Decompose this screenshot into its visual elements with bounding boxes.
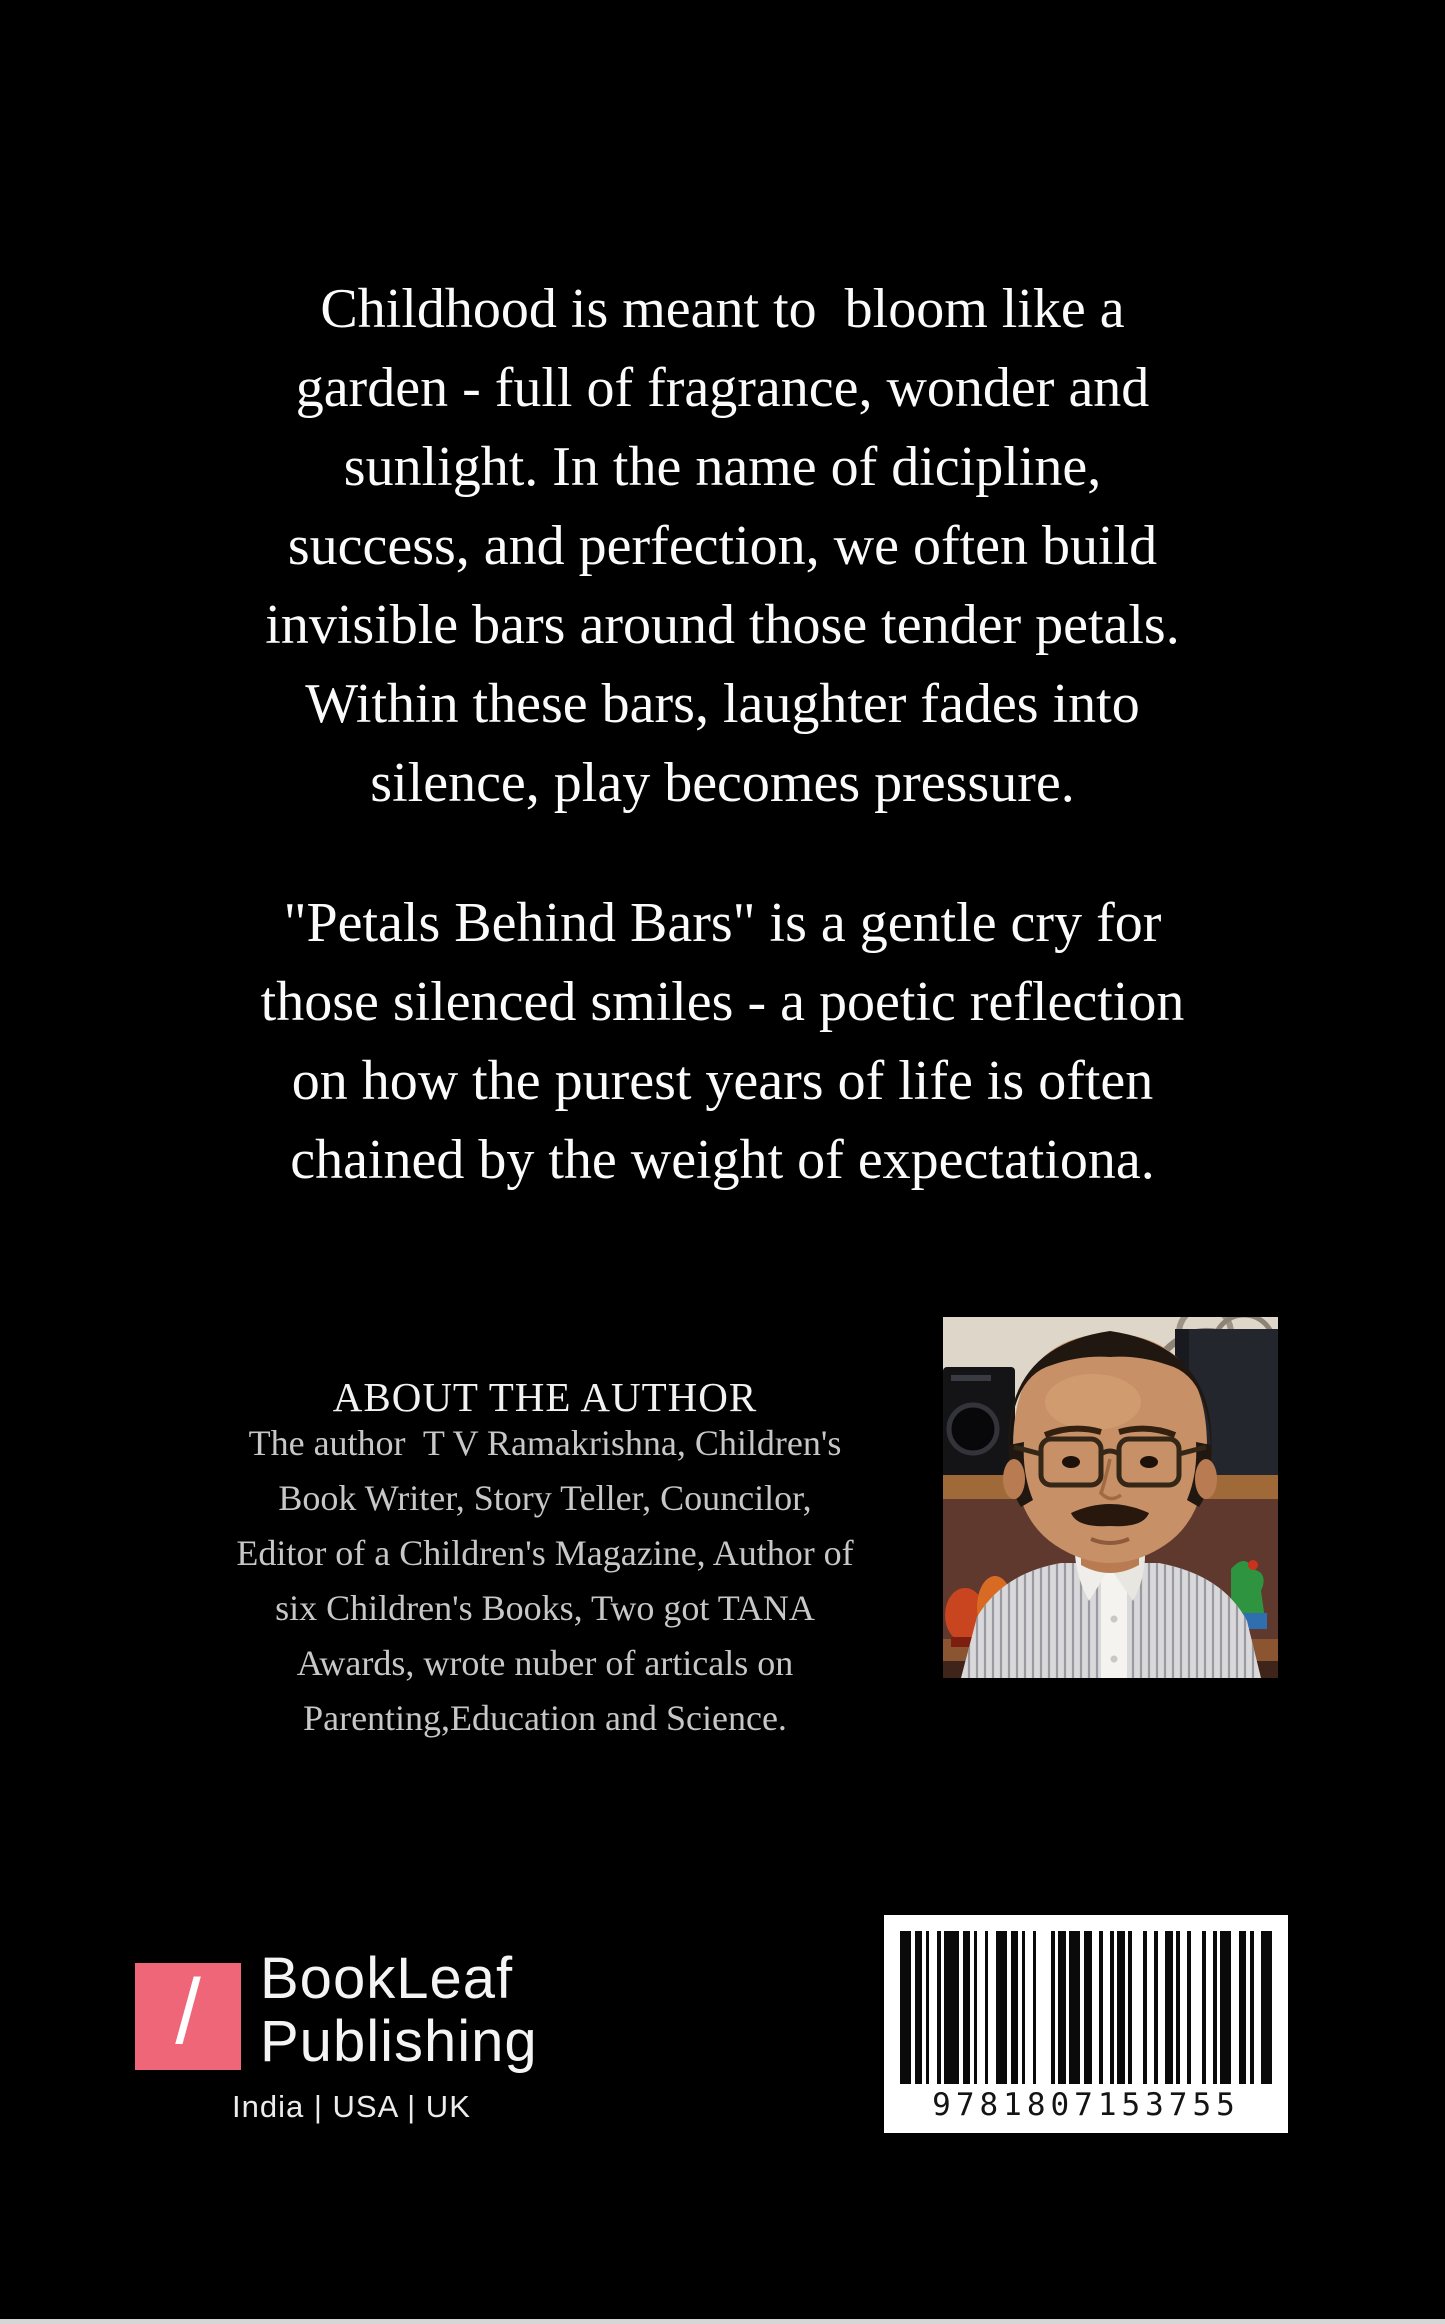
about-line: six Children's Books, Two got TANA <box>275 1588 815 1628</box>
publisher-name-line2: Publishing <box>260 2009 538 2074</box>
barcode <box>884 1915 1288 2133</box>
blurb-line: sunlight. In the name of dicipline, <box>343 436 1102 498</box>
blurb-paragraph-2 <box>0 884 1445 1200</box>
author-photo <box>943 1317 1278 1678</box>
blurb-paragraph-1 <box>0 270 1445 823</box>
blurb-line: garden - full of fragrance, wonder and <box>295 357 1150 419</box>
publisher-name-line1: BookLeaf <box>260 1946 514 2011</box>
about-the-author-heading: ABOUT THE AUTHOR <box>332 1374 758 1420</box>
logo-slash-icon: / <box>175 1961 201 2063</box>
about-the-author-text <box>140 1416 950 1746</box>
isbn-number: 9781807153755 <box>932 2087 1240 2123</box>
shirt-button <box>1111 1656 1118 1663</box>
blurb-line: success, and perfection, we often build <box>287 515 1158 577</box>
eye-right <box>1140 1456 1158 1468</box>
page-bottom-edge <box>0 2319 1445 2324</box>
about-line: Book Writer, Story Teller, Councilor, <box>278 1478 812 1518</box>
about-line: The author T V Ramakrishna, Children's <box>248 1423 842 1463</box>
forehead-highlight <box>1045 1374 1141 1430</box>
blurb-line: invisible bars around those tender petals. <box>265 594 1180 656</box>
publisher-name <box>260 1947 538 2073</box>
ear-left <box>1003 1459 1025 1499</box>
blurb-line: Within these bars, laughter fades into <box>305 673 1140 735</box>
publisher-regions: India | USA | UK <box>232 2089 471 2124</box>
blurb-line: Childhood is meant to bloom like a <box>320 278 1125 340</box>
eye-left <box>1062 1456 1080 1468</box>
blurb-line: on how the purest years of life is often <box>291 1050 1154 1112</box>
barcode-bars <box>900 1931 1272 2084</box>
about-line: Parenting,Education and Science. <box>303 1698 787 1738</box>
blurb-line: those silenced smiles - a poetic reflection <box>260 971 1185 1033</box>
ear-right <box>1195 1459 1217 1499</box>
blurb-line: "Petals Behind Bars" is a gentle cry for <box>283 892 1162 954</box>
bookleaf-logo-mark <box>135 1963 241 2070</box>
about-line: Awards, wrote nuber of articals on <box>296 1643 794 1683</box>
about-line: Editor of a Children's Magazine, Author of <box>236 1533 854 1573</box>
blurb-line: chained by the weight of expectationa. <box>290 1129 1155 1191</box>
shirt-button <box>1111 1616 1118 1623</box>
author-photo-illustration <box>943 1317 1278 1678</box>
blurb-line: silence, play becomes pressure. <box>370 752 1075 814</box>
